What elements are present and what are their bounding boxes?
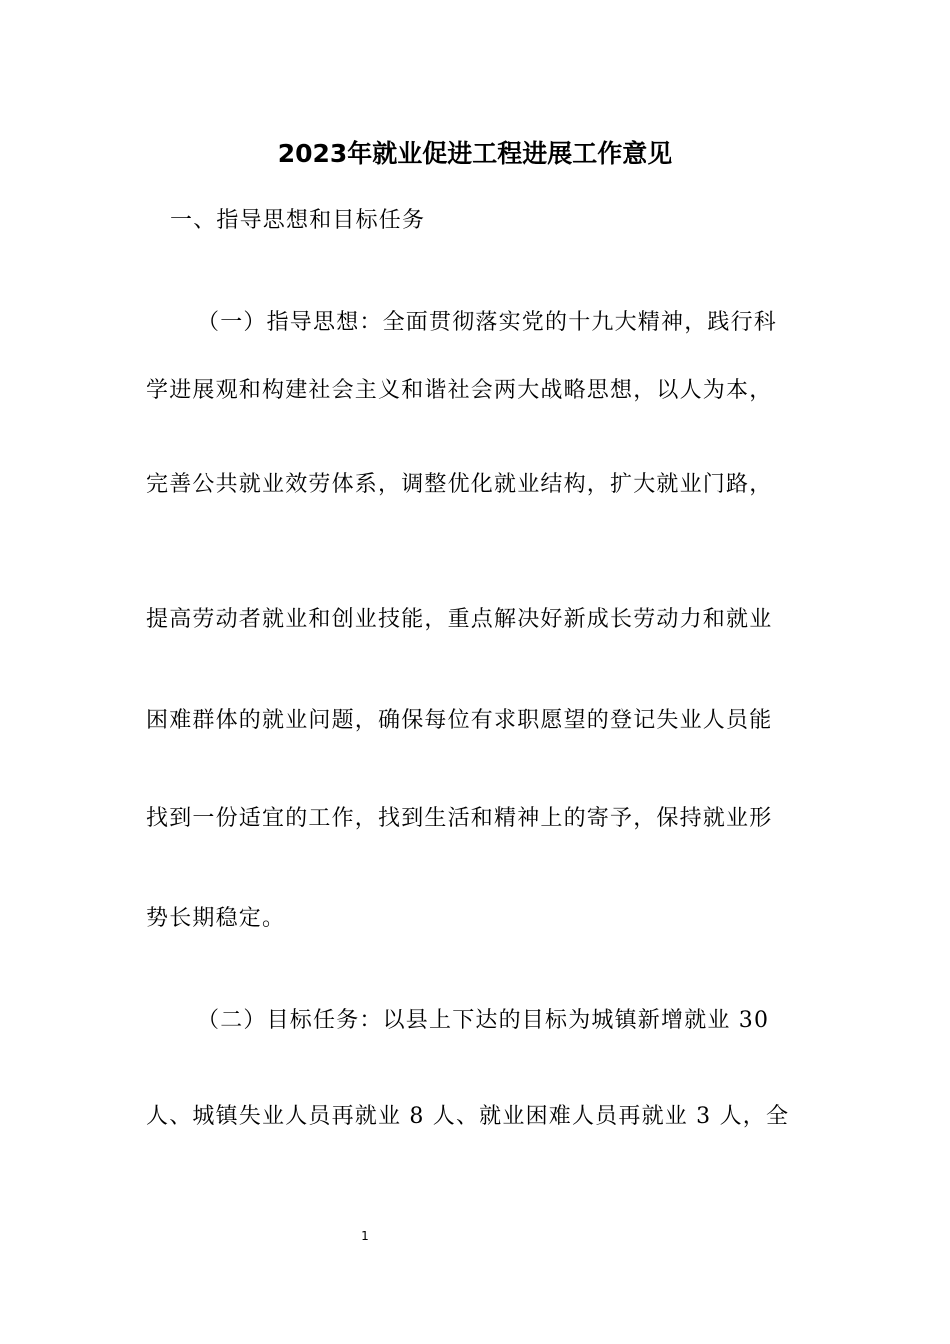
document-title: 2023年就业促进工程进展工作意见: [277, 139, 673, 168]
paragraph-line: 提高劳动者就业和创业技能，重点解决好新成长劳动力和就业: [146, 607, 773, 632]
paragraph-line: 学进展观和构建社会主义和谐社会两大战略思想，以人为本，: [146, 378, 773, 403]
page-number: 1: [361, 1229, 369, 1243]
paragraph-line: 势长期稳定。: [146, 906, 286, 931]
section-heading: 一、指导思想和目标任务: [170, 208, 426, 233]
paragraph-line: （二）目标任务：以县上下达的目标为城镇新增就业 30: [197, 1008, 770, 1033]
paragraph-line: 人、城镇失业人员再就业 8 人、就业困难人员再就业 3 人，全: [146, 1104, 790, 1129]
paragraph-line: 完善公共就业效劳体系，调整优化就业结构，扩大就业门路，: [146, 472, 773, 497]
paragraph-line: 困难群体的就业问题，确保每位有求职愿望的登记失业人员能: [146, 708, 773, 733]
paragraph-line: 找到一份适宜的工作，找到生活和精神上的寄予，保持就业形: [146, 806, 773, 831]
paragraph-line: （一）指导思想：全面贯彻落实党的十九大精神，践行科: [197, 310, 778, 335]
